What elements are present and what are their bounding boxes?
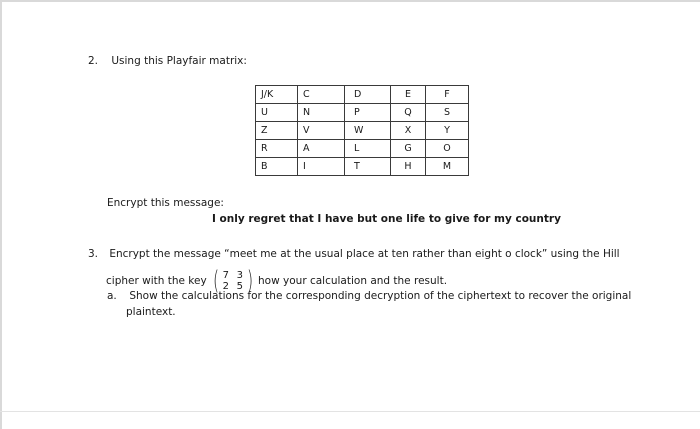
left-paren: ( (212, 266, 219, 296)
question-2-number: 2. (88, 55, 99, 67)
matrix-cell: D (345, 86, 391, 104)
matrix-cell: S (426, 104, 469, 122)
matrix-row (256, 122, 469, 140)
matrix-row (256, 158, 469, 176)
subquestion-a-line-1 (107, 290, 631, 302)
subquestion-a-line-2: plaintext. (126, 306, 176, 318)
question-2-heading (88, 55, 247, 67)
matrix-cell: O (426, 140, 469, 158)
matrix-cell: A (298, 140, 345, 158)
subquestion-a-label: a. (107, 290, 117, 302)
matrix-cell: V (298, 122, 345, 140)
bottom-divider (0, 411, 700, 412)
matrix-cell: T (345, 158, 391, 176)
matrix-cell: Y (426, 122, 469, 140)
matrix-row (256, 140, 469, 158)
right-paren: ) (246, 266, 253, 296)
question-3-text: Encrypt the message “meet me at the usual place at ten rather than eight o clock” using the Hill (109, 248, 620, 260)
question-3-line-1 (88, 248, 620, 260)
matrix-cell: Q (391, 104, 426, 122)
matrix-cell: R (256, 140, 298, 158)
matrix-cell: J/K (256, 86, 298, 104)
key-cell: 7 (222, 270, 230, 281)
subquestion-a-text: Show the calculations for the corresponding decryption of the ciphertext to recover the original (129, 290, 632, 302)
key-cell: 5 (236, 281, 244, 292)
matrix-cell: I (298, 158, 345, 176)
question-3-number: 3. (88, 248, 99, 260)
matrix-cell: P (345, 104, 391, 122)
key-prefix: cipher with the key (106, 275, 207, 287)
matrix-cell: L (345, 140, 391, 158)
matrix-cell: U (256, 104, 298, 122)
encrypt-label: Encrypt this message: (107, 197, 224, 209)
matrix-cell: C (298, 86, 345, 104)
matrix-cell: F (426, 86, 469, 104)
matrix-cell: Z (256, 122, 298, 140)
matrix-cell: X (391, 122, 426, 140)
question-2-prompt: Using this Playfair matrix: (111, 55, 247, 67)
matrix-cell: B (256, 158, 298, 176)
matrix-cell: H (391, 158, 426, 176)
matrix-cell: G (391, 140, 426, 158)
matrix-cell: W (345, 122, 391, 140)
plaintext-message: I only regret that I have but one life to give for my country (212, 213, 561, 225)
matrix-cell: N (298, 104, 345, 122)
matrix-row (256, 104, 469, 122)
key-cell: 3 (236, 270, 244, 281)
matrix-cell: E (391, 86, 426, 104)
playfair-matrix (255, 85, 469, 176)
key-cell: 2 (222, 281, 230, 292)
matrix-cell: M (426, 158, 469, 176)
matrix-row (256, 86, 469, 104)
key-suffix: how your calculation and the result. (258, 275, 448, 287)
